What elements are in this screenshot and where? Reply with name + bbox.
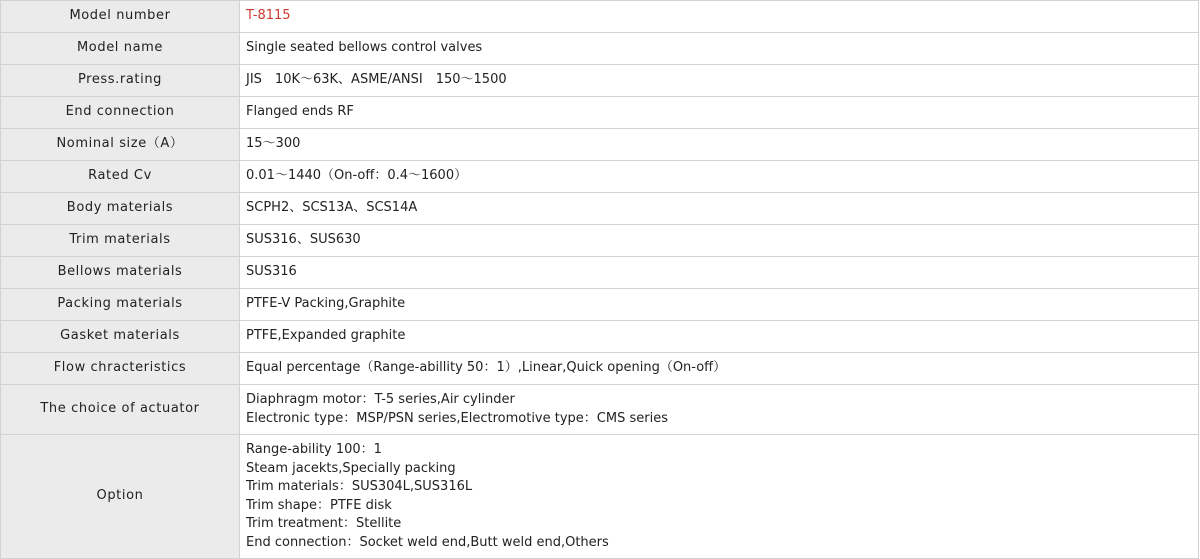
spec-row-rated-cv xyxy=(1,161,1199,193)
spec-row-nominal-size xyxy=(1,129,1199,161)
value-line: Diaphragm motor：T-5 series,Air cylinder xyxy=(246,392,515,407)
row-value xyxy=(240,97,1199,129)
spec-row-packing-materials xyxy=(1,289,1199,321)
row-value xyxy=(240,257,1199,289)
row-label: Body materials xyxy=(1,193,240,225)
spec-row-model-number xyxy=(1,1,1199,33)
value-line: SCPH2、SCS13A、SCS14A xyxy=(246,200,418,216)
row-label: Rated Cv xyxy=(1,161,240,193)
value-line: Range-ability 100：1 xyxy=(246,442,382,457)
row-value xyxy=(240,289,1199,321)
row-label: Nominal size（A） xyxy=(1,129,240,161)
row-value xyxy=(240,161,1199,193)
row-value xyxy=(240,1,1199,33)
row-value xyxy=(240,353,1199,385)
value-line: Trim materials：SUS304L,SUS316L xyxy=(246,479,473,494)
row-label: End connection xyxy=(1,97,240,129)
value-line: Steam jacekts,Specially packing xyxy=(246,460,456,476)
row-label: Press.rating xyxy=(1,65,240,97)
spec-row-option xyxy=(1,435,1199,559)
row-label: Bellows materials xyxy=(1,257,240,289)
model-number-value: T-8115 xyxy=(246,8,291,24)
row-value xyxy=(240,65,1199,97)
row-label: Gasket materials xyxy=(1,321,240,353)
row-value xyxy=(240,435,1199,559)
value-line: PTFE,Expanded graphite xyxy=(246,328,406,344)
spec-row-trim-materials xyxy=(1,225,1199,257)
value-line: PTFE-V Packing,Graphite xyxy=(246,296,406,312)
row-label: The choice of actuator xyxy=(1,385,240,435)
value-line: Trim shape：PTFE disk xyxy=(246,497,392,513)
value-line: 15～300 xyxy=(246,136,301,152)
spec-row-bellows-materials xyxy=(1,257,1199,289)
row-label: Model name xyxy=(1,33,240,65)
value-line: Flanged ends RF xyxy=(246,104,354,120)
value-line: Single seated bellows control valves xyxy=(246,40,483,56)
spec-row-flow-characteristics xyxy=(1,353,1199,385)
value-line: SUS316、SUS630 xyxy=(246,232,361,248)
value-line: Electronic type：MSP/PSN series,Electromotive type：CMS series xyxy=(246,410,668,426)
row-label: Flow chracteristics xyxy=(1,353,240,385)
value-line: JIS 10K～63K、ASME/ANSI 150～1500 xyxy=(246,72,507,88)
spec-row-actuator xyxy=(1,385,1199,435)
spec-row-body-materials xyxy=(1,193,1199,225)
row-label: Model number xyxy=(1,1,240,33)
value-line: Equal percentage（Range-abillity 50：1）,Linear,Quick opening（On-off） xyxy=(246,360,727,376)
row-value xyxy=(240,321,1199,353)
spec-row-press-rating xyxy=(1,65,1199,97)
row-label: Trim materials xyxy=(1,225,240,257)
value-line: Trim treatment：Stellite xyxy=(246,516,402,531)
spec-row-model-name xyxy=(1,33,1199,65)
row-value xyxy=(240,193,1199,225)
row-value xyxy=(240,225,1199,257)
row-label: Option xyxy=(1,435,240,559)
spec-row-end-connection xyxy=(1,97,1199,129)
value-line: End connection：Socket weld end,Butt weld end,Others xyxy=(246,534,609,550)
row-value xyxy=(240,129,1199,161)
row-value xyxy=(240,33,1199,65)
row-value xyxy=(240,385,1199,435)
row-label: Packing materials xyxy=(1,289,240,321)
value-line: 0.01～1440（On-off：0.4～1600） xyxy=(246,168,468,184)
spec-row-gasket-materials xyxy=(1,321,1199,353)
value-line: SUS316 xyxy=(246,264,297,280)
